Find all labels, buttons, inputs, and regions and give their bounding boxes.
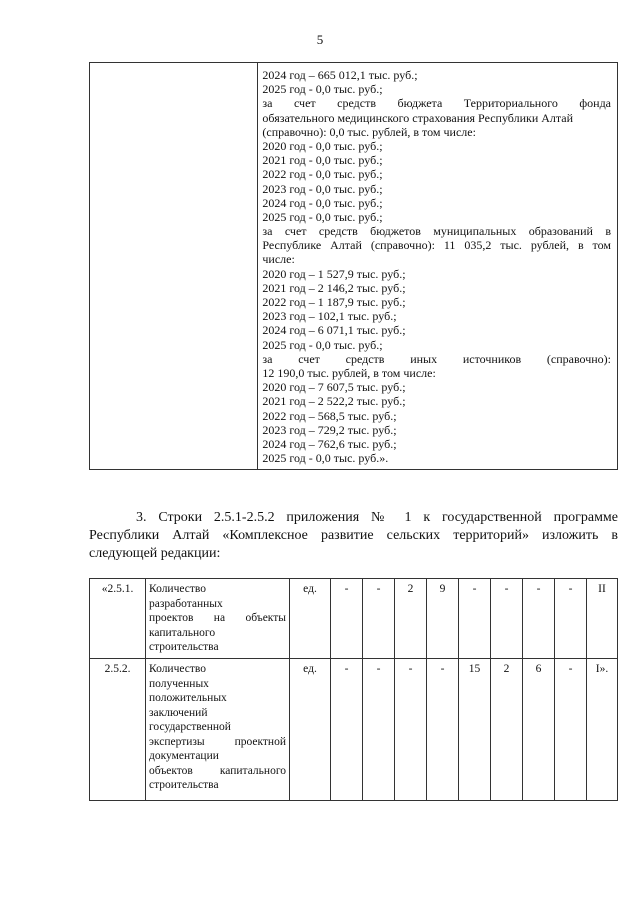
value-cell: I». [587,659,618,801]
indicator-name [146,579,290,659]
funding-line: 12 190,0 тыс. рублей, в том числе: [262,365,436,380]
page-number: 5 [316,32,324,47]
value-cell: - [459,579,491,659]
indicator-name [146,659,290,801]
funding-line: 2024 год – 665 012,1 тыс. руб.; [262,68,418,82]
indicator-name-line: государственной [149,721,231,733]
funding-table-empty-cell [90,63,258,470]
value-cell: 6 [523,659,555,801]
indicator-name-line: строительства [149,779,219,791]
funding-line: 2021 год - 0,0 тыс. руб.; [262,153,383,168]
funding-line: 2022 год - 0,0 тыс. руб.; [262,167,383,182]
funding-line: 2021 год – 2 522,2 тыс. руб.; [262,394,406,409]
funding-line: 2025 год - 0,0 тыс. руб.; [262,209,383,224]
funding-line: 2022 год – 1 187,9 тыс. руб.; [262,295,406,309]
funding-line: 2020 год - 0,0 тыс. руб.; [262,138,383,153]
indicator-name-line: строительства [149,641,219,653]
value-cell: - [555,659,587,801]
funding-line: Республике Алтай (справочно): 11 035,2 тыс. рублей, в том [262,238,611,253]
indicator-name-line: Количество [149,583,206,595]
unit-cell: ед. [290,579,331,659]
value-cell: - [363,579,395,659]
value-cell: 15 [459,659,491,801]
paragraph-line: Республики Алтай «Комплексное развитие сельских территорий» изложить в [89,528,618,543]
indicator-name-line: объектов капитального [149,764,286,777]
value-cell: - [427,659,459,801]
indicator-name-line: полученных [149,677,209,690]
indicator-name-line: разработанных [149,597,223,610]
indicator-name-line: Количество [149,663,206,675]
indicator-name-line: заключений [149,706,208,719]
indicator-name-line: проектов на объекты [149,612,286,624]
value-cell: 2 [491,659,523,801]
funding-line: числе: [262,252,295,267]
indicator-table [89,578,618,801]
funding-line: за счет средств иных источников (справочно): [262,351,611,366]
row-number: «2.5.1. [90,579,146,659]
funding-line: 2023 год – 102,1 тыс. руб.; [262,309,397,324]
funding-line: 2023 год – 729,2 тыс. руб.; [262,422,397,437]
indicator-name-line: капитального [149,626,216,639]
table-row [90,659,618,801]
value-cell: - [331,579,363,659]
value-cell: - [395,659,427,801]
amendment-paragraph [89,509,618,563]
funding-table [89,62,618,470]
funding-line: 2023 год - 0,0 тыс. руб.; [262,181,383,196]
unit-cell: ед. [290,659,331,801]
funding-line: обязательного медицинского страхования Республики Алтай [262,110,574,125]
row-number: 2.5.2. [90,659,146,801]
funding-line: 2020 год – 1 527,9 тыс. руб.; [262,266,406,281]
funding-line: 2022 год – 568,5 тыс. руб.; [262,408,397,423]
value-cell: 9 [427,579,459,659]
funding-line: 2025 год - 0,0 тыс. руб.; [262,337,383,352]
funding-line: 2024 год - 0,0 тыс. руб.; [262,195,383,210]
funding-table-text-cell [258,63,618,470]
table-row [90,579,618,659]
funding-line: 2025 год - 0,0 тыс. руб.». [262,451,389,466]
indicator-name-line: документации [149,750,219,762]
value-cell: II [587,579,618,659]
value-cell: - [363,659,395,801]
funding-line: (справочно): 0,0 тыс. рублей, в том числе: [262,124,476,139]
funding-line: за счет средств бюджета Территориального фонда [262,96,611,111]
indicator-name-line: экспертизы проектной [149,735,286,748]
funding-line: 2024 год – 6 071,1 тыс. руб.; [262,323,406,338]
funding-line: за счет средств бюджетов муниципальных образований в [262,224,611,239]
paragraph-line: следующей редакции: [89,546,221,561]
value-cell: - [523,579,555,659]
value-cell: 2 [395,579,427,659]
indicator-name-line: положительных [149,692,227,704]
value-cell: - [331,659,363,801]
paragraph-line: 3. Строки 2.5.1-2.5.2 приложения № 1 к государственной программе [136,510,618,525]
funding-line: 2021 год – 2 146,2 тыс. руб.; [262,280,406,295]
funding-line: 2025 год - 0,0 тыс. руб.; [262,82,383,97]
funding-line: 2020 год – 7 607,5 тыс. руб.; [262,380,406,395]
value-cell: - [555,579,587,659]
value-cell: - [491,579,523,659]
funding-line: 2024 год – 762,6 тыс. руб.; [262,436,397,451]
